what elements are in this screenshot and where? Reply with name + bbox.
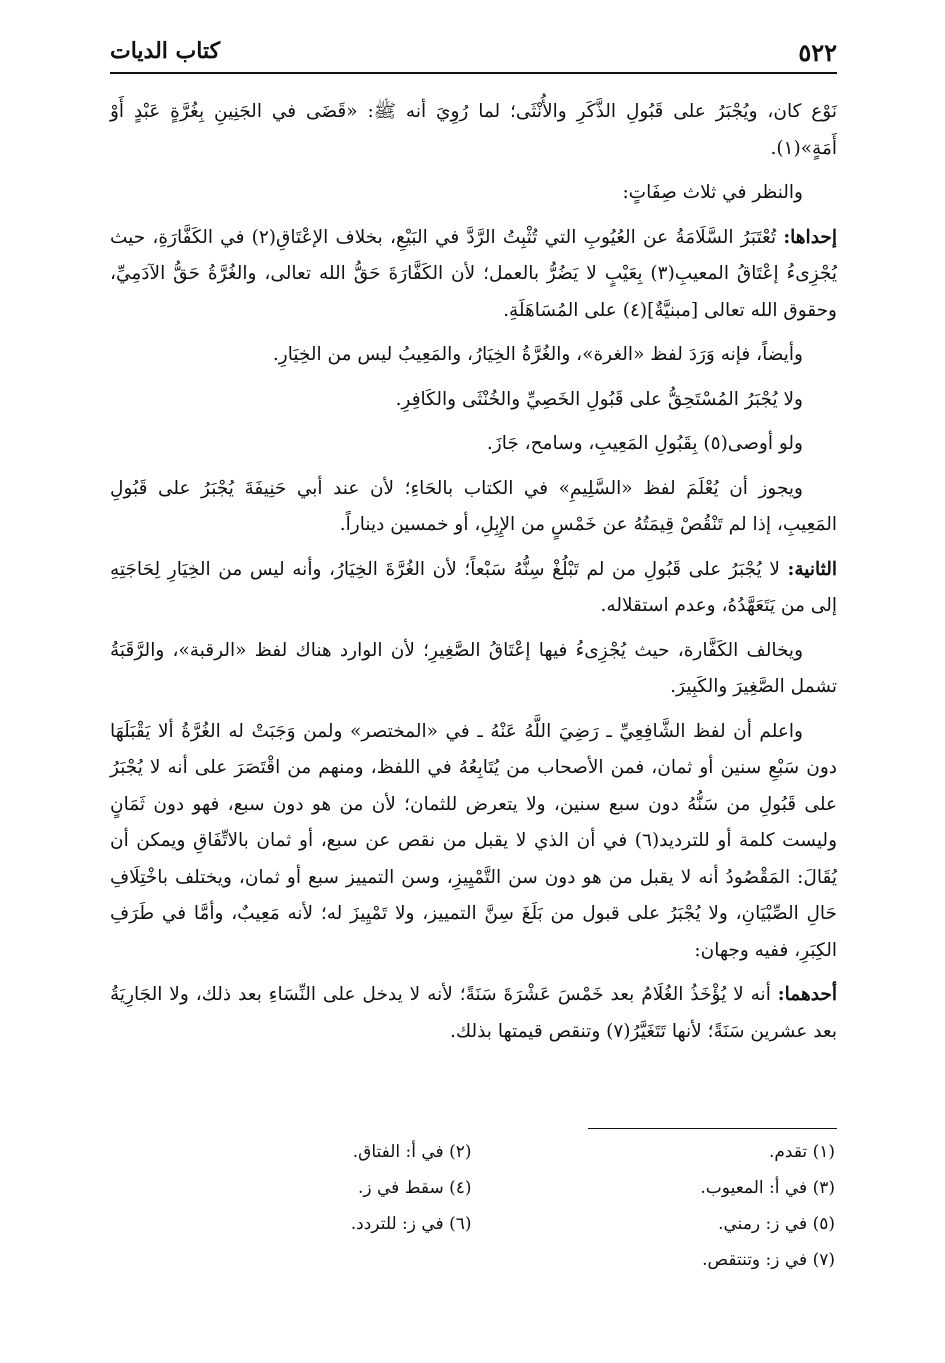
footnote-divider bbox=[588, 1128, 837, 1129]
footnote-1: (١) تقدم. bbox=[768, 1142, 835, 1162]
page-header bbox=[110, 32, 837, 72]
paragraph-1: نَوْع كان، ويُجْبَرُ على قَبُولِ الذَّكَرِ والأُنْثَى؛ لما رُوِيَ أنه ﷺ: «قَضَى في الجَنِينِ بِغُرَّةٍ عَبْدٍ أَوْ أَمَةٍ»(١). bbox=[110, 101, 837, 159]
footnote-2: (٢) في أ: الفتاق. bbox=[352, 1142, 472, 1162]
footnotes bbox=[110, 1142, 837, 1286]
header-divider bbox=[110, 72, 837, 74]
footnote-7: (٧) في ز: وتنتقص. bbox=[702, 1250, 835, 1270]
paragraph-3: إحداها: تُعْتَبَرُ السَّلَامَةُ عن العُيُوبِ التي تُثْبِتُ الرَّدَّ في البَيْعِ، بخلاف الإعْتَاقِ(٢) في الكَفَّارَةِ، حيث يُجْزِىءُ إعْتَاقُ المعيبِ(٣) بِعَيْبٍ لا يَضُرُّ بالعمل؛ لأن الكَفَّارَةَ حَقُّ الله تعالى، والغُرَّةُ حَقُّ الآدَمِيِّ، وحقوق الله تعالى [مبنيَّةٌ](٤) على المُسَاهَلَةِ. bbox=[110, 226, 838, 321]
paragraph-4: وأيضاً، فإنه وَرَدَ لفظ «الغرة»، والغُرَّةُ الخِيَارُ، والمَعِيبُ ليس من الخِيَارِ. bbox=[272, 344, 803, 365]
section-lead: إحداها: bbox=[783, 226, 837, 248]
paragraph-5: ولا يُجْبَرُ المُسْتَحِقُّ على قَبُولِ الخَصِيِّ والخُنْثَى والكَافِرِ. bbox=[395, 388, 803, 410]
footnote-6: (٦) في ز: للتردد. bbox=[350, 1214, 472, 1234]
running-title: كتاب الديات bbox=[110, 38, 221, 64]
paragraph-2: والنظر في ثلاث صِفَاتٍ: bbox=[622, 182, 803, 203]
footnote-4: (٤) سقط في ز. bbox=[357, 1178, 472, 1198]
section-lead: الثانية: bbox=[787, 558, 837, 580]
paragraph-11: أحدهما: أنه لا يُؤْخَذُ الغُلَامُ بعد خَمْسَ عَشْرَةَ سَنَةً؛ لأنه لا يدخل على النِّسَاءِ بعد ذلك، ولا الجَارِيَةُ بعد عشرين سَنَةً؛ لأنها تَتَغَيَّرُ(٧) وتنقص قيمتها بذلك. bbox=[110, 984, 837, 1042]
paragraph-7: ويجوز أن يُعْلَمَ لفظ «السَّلِيمِ» في الكتاب بالحَاءِ؛ لأن عند أبي حَنِيفَةَ يُجْبَرُ على قَبُولِ المَعِيبِ، إذا لم تَنْقُصْ قِيمَتُهُ عن خَمْسٍ من الإِبِلِ، أو خمسين ديناراً. bbox=[110, 477, 837, 535]
paragraph-6: ولو أوصى(٥) بِقَبُولِ المَعِيبِ، وسامح، جَازَ. bbox=[486, 433, 803, 454]
page-body bbox=[110, 94, 837, 1058]
paragraph-10: واعلم أن لفظ الشَّافِعِيِّ ـ رَضِيَ اللَّهُ عَنْهُ ـ في «المختصر» ولمن وَجَبَتْ له الغُرَّةُ ألا يَقْبَلَهَا دون سَبْعِ سنين أو ثمان، فمن الأصحاب من يُتَابِعُهُ في اللفظ، ومنهم من اقْتَصَرَ على أنه لا يُجْبَرُ على قَبُولِ من سَنُّهُ دون سبع سنين، ولا يتعرض للثمان؛ لأن من هو دون سبع، فهو دون ثَمَانٍ وليست كلمة أو للترديد(٦) في أن الذي لا يقبل من نقص عن سبع، أو ثمان بالاتِّفَاقِ ويمكن أن يُقَالَ: المَقْصُودُ أنه لا يقبل من هو دون سن التَّمْيِيزِ، وسن التمييز سبع أو ثمان، ويختلف باخْتِلَافِ حَالِ الصِّبْيَانِ، ولا يُجْبَرُ على قبول من بَلَغَ سِنَّ التمييز، ولا تَمْيِيزَ له؛ لأنه مَعِيبٌ، وأمَّا في طَرَفِ الكِبَرِ، ففيه وجهان: bbox=[110, 720, 838, 961]
section-lead: أحدهما: bbox=[777, 984, 837, 1005]
footnote-3: (٣) في أ: المعيوب. bbox=[700, 1178, 835, 1198]
paragraph-9: ويخالف الكَفَّارة، حيث يُجْزِىءُ فيها إعْتَاقُ الصَّغِيرِ؛ لأن الوارد هناك لفظ «الرقبة»، والرَّقَبَةُ تشمل الصَّغِيرَ والكَبِيرَ. bbox=[110, 639, 837, 697]
page-number: ٥٢٢ bbox=[798, 38, 837, 67]
paragraph-8: الثانية: لا يُجْبَرُ على قَبُولِ من لم تَبْلُغْ سِنُّهُ سَبْعاً؛ لأن الغُرَّةَ الخِيَارُ، وأنه ليس من الخِيَارِ لِحَاجَتِهِ إلى من يَتَعَهَّدُهُ، وعدم استقلاله. bbox=[110, 558, 837, 616]
footnote-5: (٥) في ز: رمني. bbox=[718, 1214, 835, 1234]
